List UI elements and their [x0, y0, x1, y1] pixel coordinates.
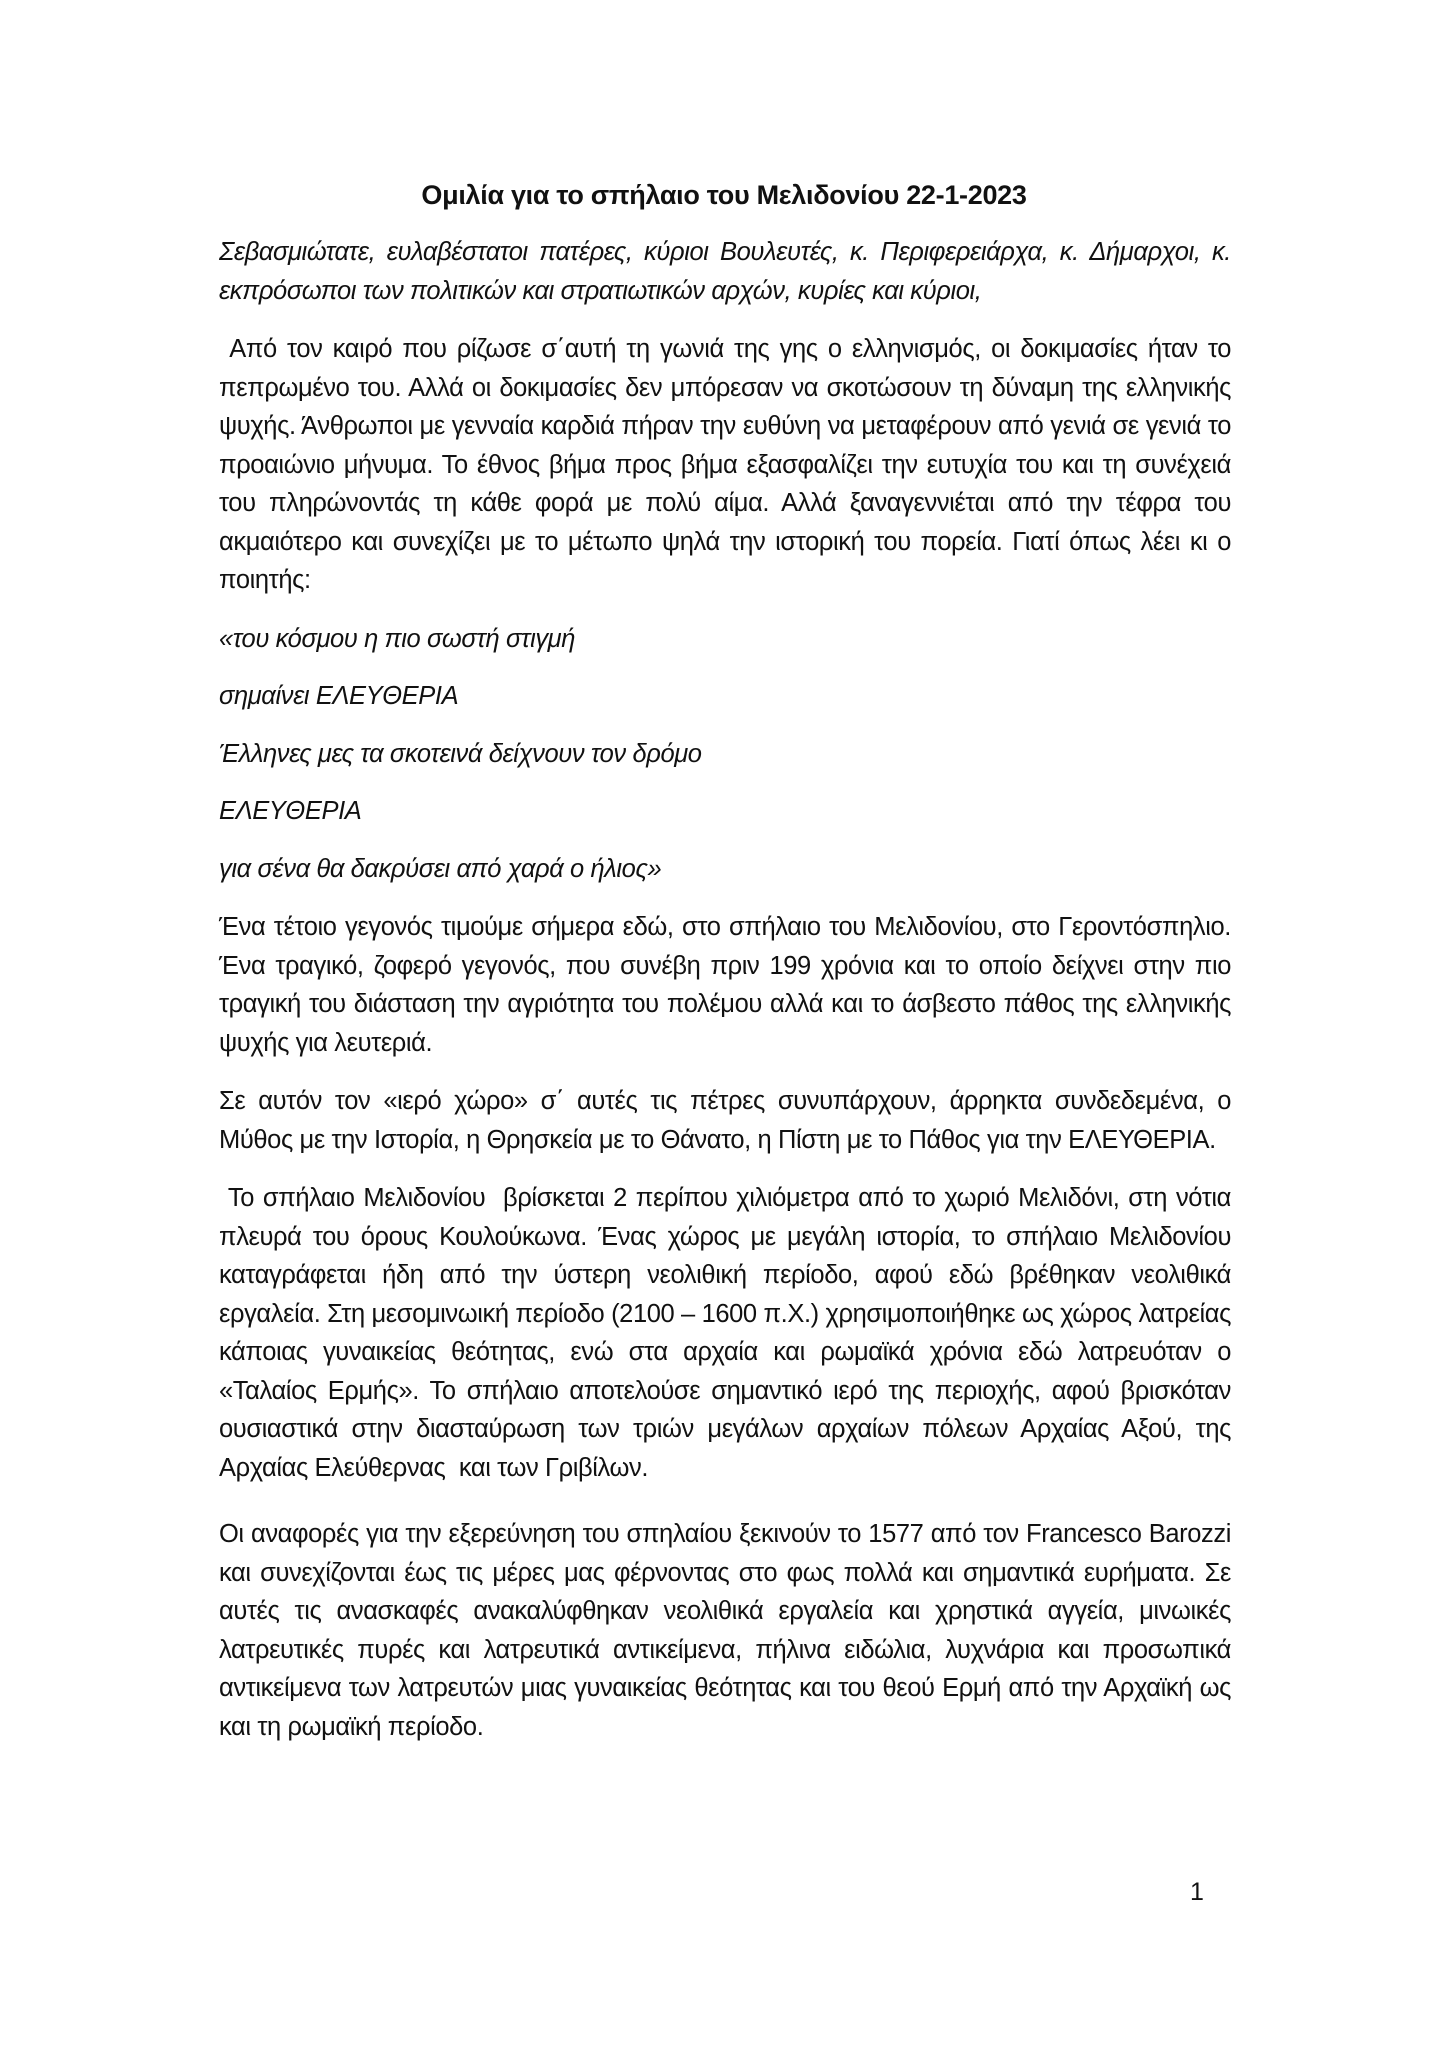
paragraph-event: Ένα τέτοιο γεγονός τιμούμε σήμερα εδώ, στο σπήλαιο του Μελιδονίου, στο Γεροντόσπηλιο. Ένα τραγικό, ζοφερό γεγονός, που συνέβη πριν 199 χρόνια και το οποίο δείχνει στην πιο τραγική του διάσταση την αγριότητα του πολέμου αλλά και το άσβεστο πάθος της ελληνικής ψυχής για λευτεριά. [219, 913, 1231, 1057]
paragraph-exploration: Οι αναφορές για την εξερεύνηση του σπηλαίου ξεκινούν το 1577 από τον Francesco Barozzi και συνεχίζονται έως τις μέρες μας φέρνοντας στο φως πολλά και σημαντικά ευρήματα. Σε αυτές τις ανασκαφές ανακαλύφθηκαν νεολιθικά εργαλεία και χρηστικά αγγεία, μινωικές λατρευτικές πυρές και λατρευτικά αντικείμενα, πήλινα ειδώλια, λυχνάρια και προσωπικά αντικείμενα των λατρευτών μιας γυναικείας θεότητας και του θεού Ερμή από την Αρχαϊκή ως και τη ρωμαϊκή περίοδο. [219, 1520, 1231, 1741]
poem-line: Έλληνες μες τα σκοτεινά δείχνουν τον δρόμο [219, 739, 702, 768]
paragraph-intro: Από τον καιρό που ρίζωσε σ΄αυτή τη γωνιά της γης ο ελληνισμός, οι δοκιμασίες ήταν το πεπρωμένο του. Αλλά οι δοκιμασίες δεν μπόρεσαν να σκοτώσουν τη δύναμη της ελληνικής ψυχής. Άνθρωποι με γενναία καρδιά πήραν την ευθύνη να μεταφέρουν από γενιά σε γενιά το προαιώνιο μήνυμα. Το έθνος βήμα προς βήμα εξασφαλίζει την ευτυχία του και τη συνέχειά του πληρώνοντάς τη κάθε φορά με πολύ αίμα. Αλλά ξαναγεννιέται από την τέφρα του ακμαιότερο και συνεχίζει με το μέτωπο ψηλά την ιστορική του πορεία. Γιατί όπως λέει κι ο ποιητής: [219, 335, 1238, 594]
document-title: Ομιλία για το σπήλαιο του Μελιδονίου 22-1-2023 [421, 180, 1027, 210]
page-number: 1 [1190, 1878, 1204, 1906]
poem-line: ΕΛΕΥΘΕΡΙΑ [219, 797, 362, 825]
paragraph-cave-history: Το σπήλαιο Μελιδονίου βρίσκεται 2 περίπου χιλιόμετρα από το χωριό Μελιδόνι, στη νότια πλευρά του όρους Κουλούκωνα. Ένας χώρος με μεγάλη ιστορία, το σπήλαιο Μελιδονίου καταγράφεται ήδη από την ύστερη νεολιθική περίοδο, αφού εδώ βρέθηκαν νεολιθικά εργαλεία. Στη μεσομινωική περίοδο (2100 – 1600 π.Χ.) χρησιμοποιήθηκε ως χώρος λατρείας κάποιας γυναικείας θεότητας, ενώ στα αρχαία και ρωμαϊκά χρόνια εδώ λατρευόταν ο «Ταλαίος Ερμής». Το σπήλαιο αποτελούσε σημαντικό ιερό της περιοχής, αφού βρισκόταν ουσιαστικά στην διασταύρωση των τριών μεγάλων αρχαίων πόλεων Αρχαίας Αξού, της Αρχαίας Ελεύθερνας και των Γριβίλων. [219, 1184, 1238, 1482]
poem-line: «του κόσμου η πιο σωστή στιγμή [219, 624, 576, 653]
poem-line: σημαίνει ΕΛΕΥΘΕΡΙΑ [219, 682, 459, 710]
document-body [219, 233, 1238, 1766]
salutation: Σεβασμιώτατε, ευλαβέστατοι πατέρες, κύριοι Βουλευτές, κ. Περιφερειάρχα, κ. Δήμαρχοι, κ. εκπρόσωποι των πολιτικών και στρατιωτικών αρχών, κυρίες και κύριοι, [219, 238, 1231, 305]
poem-line: για σένα θα δακρύσει από χαρά ο ήλιος» [219, 854, 662, 883]
paragraph-sacred-place: Σε αυτόν τον «ιερό χώρο» σ΄ αυτές τις πέτρες συνυπάρχουν, άρρηκτα συνδεδεμένα, ο Μύθος με την Ιστορία, η Θρησκεία με το Θάνατο, η Πίστη με το Πάθος για την ΕΛΕΥΘΕΡΙΑ. [219, 1087, 1231, 1154]
poem-quote [219, 620, 1231, 889]
